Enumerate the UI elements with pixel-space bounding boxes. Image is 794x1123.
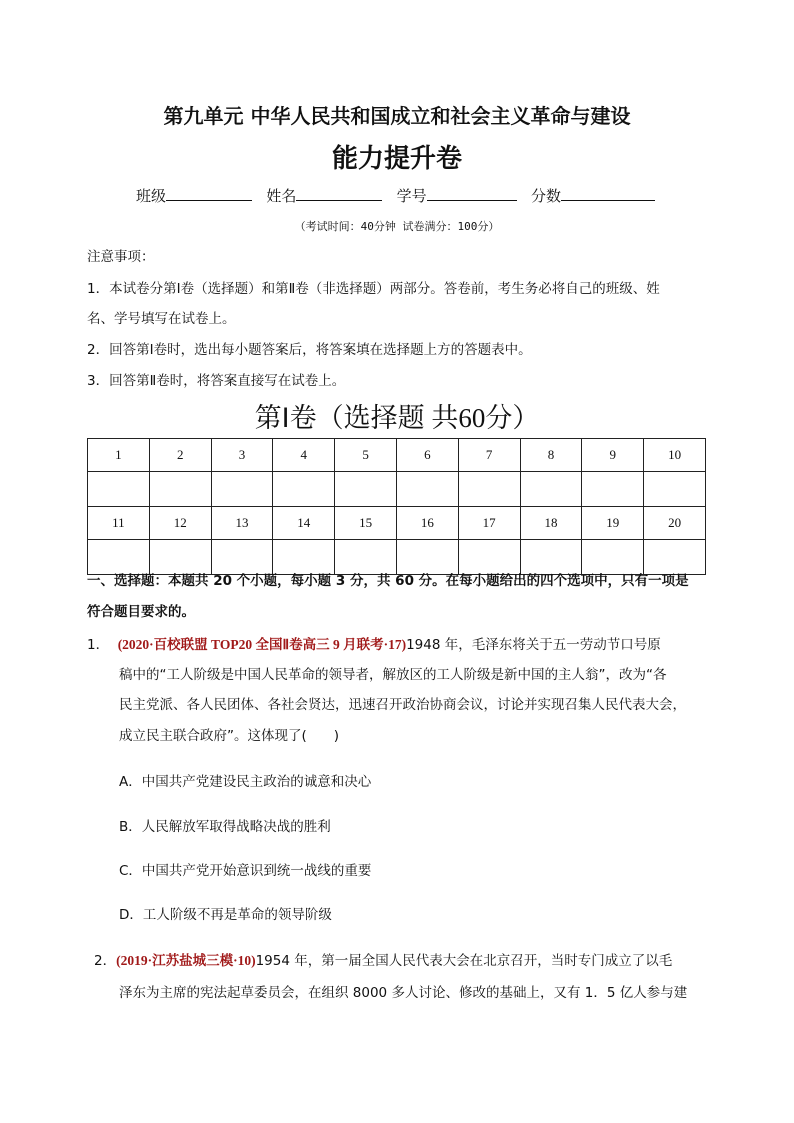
question-number-cell: 5 [335, 439, 397, 472]
question-number-cell: 10 [644, 439, 706, 472]
question-number: 2． [94, 953, 117, 969]
field-class-label: 班级 [136, 187, 167, 205]
option-b[interactable]: B．人民解放军取得战略决战的胜利 [119, 819, 331, 835]
question-number-cell: 6 [396, 439, 458, 472]
answer-cell[interactable] [273, 540, 335, 575]
question-text: 民主党派、各人民团体、各社会贤达，迅速召开政治协商会议，讨论并实现召集人民代表大会， [119, 697, 686, 713]
section-instructions: 符合题目要求的。 [87, 604, 195, 620]
question-number-cell: 4 [273, 439, 335, 472]
answer-cell[interactable] [88, 540, 150, 575]
answer-cell[interactable] [520, 540, 582, 575]
question-text: 泽东为主席的宪法起草委员会，在组织 8000 多人讨论、修改的基础上，又有 1．5 亿人参与建 [119, 985, 688, 1001]
answer-cell[interactable] [88, 472, 150, 507]
question-text: 成立民主联合政府”。这体现了( ) [119, 728, 340, 744]
field-id-label: 学号 [396, 187, 427, 205]
class-blank[interactable] [166, 186, 252, 201]
unit-title: 第九单元 中华人民共和国成立和社会主义革命与建设 [163, 104, 631, 128]
answer-cell[interactable] [458, 472, 520, 507]
note-line: 3．回答第Ⅱ卷时，将答案直接写在试卷上。 [87, 373, 346, 389]
question-1 [87, 636, 661, 654]
answer-table [87, 438, 706, 575]
answer-cell[interactable] [644, 472, 706, 507]
question-number-cell: 12 [149, 507, 211, 540]
answer-cell[interactable] [149, 472, 211, 507]
answer-cell[interactable] [644, 540, 706, 575]
score-blank[interactable] [561, 186, 655, 201]
question-number-cell: 2 [149, 439, 211, 472]
question-text: 稿中的“工人阶级是中国人民革命的领导者，解放区的工人阶级是新中国的主人翁”，改为“各 [119, 667, 667, 683]
question-number-cell: 20 [644, 507, 706, 540]
question-source: (2020·百校联盟 TOP20 全国Ⅱ卷高三 9 月联考·17) [117, 637, 407, 652]
answer-cell[interactable] [211, 472, 273, 507]
question-source: (2019·江苏盐城三模·10) [116, 953, 256, 968]
option-a[interactable]: A．中国共产党建设民主政治的诚意和决心 [119, 774, 372, 790]
question-number-cell: 15 [335, 507, 397, 540]
answer-cell[interactable] [149, 540, 211, 575]
notes-title: 注意事项： [87, 249, 155, 265]
field-score-label: 分数 [530, 187, 561, 205]
option-c[interactable]: C．中国共产党开始意识到统一战线的重要 [119, 863, 372, 879]
answer-cell[interactable] [520, 472, 582, 507]
option-d[interactable]: D．工人阶级不再是革命的领导阶级 [119, 907, 332, 923]
answer-cell[interactable] [582, 472, 644, 507]
question-number-cell: 19 [582, 507, 644, 540]
answer-cell[interactable] [335, 540, 397, 575]
question-number-cell: 13 [211, 507, 273, 540]
answer-cell[interactable] [273, 472, 335, 507]
name-blank[interactable] [296, 186, 382, 201]
question-2 [94, 952, 672, 970]
answer-cell[interactable] [335, 472, 397, 507]
question-number-cell: 11 [88, 507, 150, 540]
question-number-cell: 7 [458, 439, 520, 472]
answer-cell[interactable] [458, 540, 520, 575]
answer-cell[interactable] [211, 540, 273, 575]
paper-title: 能力提升卷 [331, 144, 462, 174]
question-number-cell: 18 [520, 507, 582, 540]
question-number-cell: 9 [582, 439, 644, 472]
question-number-cell: 14 [273, 507, 335, 540]
note-line: 2．回答第Ⅰ卷时，选出每小题答案后，将答案填在选择题上方的答题表中。 [87, 342, 532, 358]
question-number-cell: 16 [396, 507, 458, 540]
question-number-cell: 1 [88, 439, 150, 472]
question-text: 1948 年，毛泽东将关于五一劳动节口号原 [406, 637, 661, 653]
section-title: 第Ⅰ卷（选择题 共60分） [254, 403, 540, 433]
answer-cell[interactable] [396, 472, 458, 507]
question-number-cell: 17 [458, 507, 520, 540]
note-line: 名、学号填写在试卷上。 [87, 311, 236, 327]
student-info-fields [136, 186, 655, 205]
section-instructions: 一、选择题：本题共 20 个小题，每小题 3 分，共 60 分。在每小题给出的四个选项中，只有一项是 [87, 573, 689, 589]
exam-info: （考试时间：40分钟 试卷满分：100分） [294, 220, 500, 233]
field-name-label: 姓名 [266, 187, 297, 205]
answer-cell[interactable] [396, 540, 458, 575]
question-number-cell: 8 [520, 439, 582, 472]
note-line: 1．本试卷分第Ⅰ卷（选择题）和第Ⅱ卷（非选择题）两部分。答卷前，考生务必将自己的班级、姓 [87, 281, 660, 297]
id-blank[interactable] [427, 186, 517, 201]
question-number: 1． [87, 637, 110, 653]
question-number-cell: 3 [211, 439, 273, 472]
question-text: 1954 年，第一届全国人民代表大会在北京召开，当时专门成立了以毛 [255, 953, 673, 969]
answer-cell[interactable] [582, 540, 644, 575]
